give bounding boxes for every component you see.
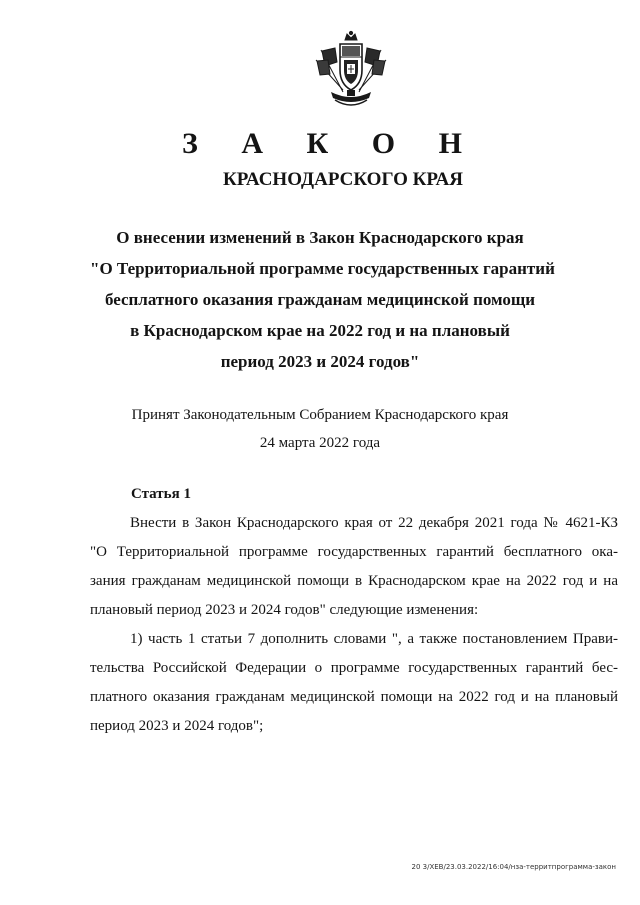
paragraph-line: платного оказания гражданам медицинской помощи на 2022 год и на плановый [90, 689, 618, 705]
title-line: в Краснодарском крае на 2022 год и на плановый [130, 321, 510, 340]
paragraph-line: зания гражданам медицинской помощи в Краснодарском крае на 2022 год и на [90, 573, 618, 589]
document-type-heading: З А К О Н [182, 127, 480, 160]
paragraph-line: плановый период 2023 и 2024 годов" следующие изменения: [90, 602, 479, 618]
paragraph-line: тельства Российской Федерации о программе государственных гарантий бес- [90, 660, 618, 676]
adoption-date: 24 марта 2022 года [259, 435, 381, 451]
adoption-line: Принят Законодательным Собранием Краснодарского края [131, 407, 509, 423]
paragraph-line: период 2023 и 2024 годов"; [90, 718, 264, 734]
article-paragraph-2 [90, 625, 618, 741]
document-title [90, 222, 555, 377]
title-line: период 2023 и 2024 годов" [220, 352, 420, 371]
issuer-heading: КРАСНОДАРСКОГО КРАЯ [222, 169, 464, 190]
paragraph-line: "О Территориальной программе государственных гарантий бесплатного ока- [90, 544, 618, 560]
footer-document-code: 20 3/ХЕВ/23.03.2022/16:04/нза-территпрограмма-закон [411, 863, 616, 871]
adoption-note [90, 401, 550, 457]
article-paragraph-1 [90, 509, 618, 625]
coat-of-arms-icon [313, 30, 389, 110]
paragraph-line: 1) часть 1 статьи 7 дополнить словами ", а также постановлением Прави- [130, 631, 618, 647]
article-heading: Статья 1 [131, 486, 191, 502]
paragraph-line: Внести в Закон Краснодарского края от 22 декабря 2021 года № 4621-КЗ [130, 515, 618, 531]
title-line: "О Территориальной программе государственных гарантий [90, 259, 555, 278]
title-line: бесплатного оказания гражданам медицинской помощи [104, 290, 536, 309]
title-line: О внесении изменений в Закон Краснодарского края [116, 228, 524, 247]
